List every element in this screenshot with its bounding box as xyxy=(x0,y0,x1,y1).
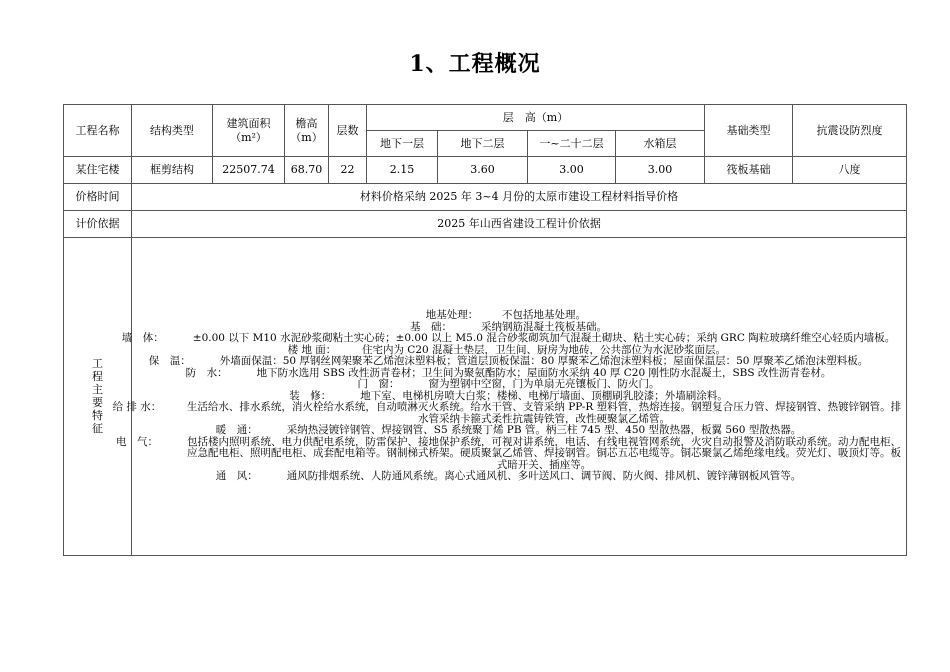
page-title: 1、工程概况 xyxy=(409,51,541,77)
feature-line-text: ±0.00 以下 M10 水泥砂浆砌粘土实心砖；±0.00 以上 M5.0 混合砂浆砌筑加气混凝土砌块、粘土实心砖；采纳 GRC 陶粒玻璃纤维空心轻质内墙板。 xyxy=(192,332,896,345)
feature-line-text: 采纳钢筋混凝土筏板基础。 xyxy=(481,320,607,333)
cell-foundation-type: 筏板基础 xyxy=(705,157,793,184)
feature-line-label: 给 排 水： xyxy=(112,401,162,414)
features-label: 工程主要特征 xyxy=(92,357,103,435)
feature-line-label: 门 窗： xyxy=(357,378,400,391)
cell-basement1: 2.15 xyxy=(367,157,438,184)
price-time-label: 价格时间 xyxy=(64,184,132,211)
feature-line-label: 装 修： xyxy=(289,389,332,402)
feature-line-label: 楼 地 面： xyxy=(287,343,337,356)
header-height-line1: 檐高 xyxy=(295,116,318,130)
feature-line-text: 通风防排烟系统、人防通风系统。离心式通风机、多叶送风口、调节阀、防火阀、排风机、镀锌薄钢板风管等。 xyxy=(286,470,802,483)
feature-line-text: 采纳热浸镀锌钢管、焊接钢管、S5 系统聚丁烯 PB 管。柄三柱 745 型、450 型散热器，板翼 560 型散热器。 xyxy=(286,424,802,437)
pricing-basis-label: 计价依据 xyxy=(64,211,132,238)
cell-seismic: 八度 xyxy=(793,157,907,184)
header-floors-1-22: 一~二十二层 xyxy=(528,131,616,157)
feature-line-label: 通 风： xyxy=(215,470,258,483)
feature-line-text: 包括楼内照明系统、电力供配电系统，防雷保护、接地保护系统，可视对讲系统，电话、有线电视管网系统，火灾自动报警及消防联动系统。动力配电柜、应急配电柜、照明配电柜、成套配电箱等。钢制梯式桥架。硬质聚氯乙烯管、焊接钢管。铜芯五芯电缆等。铜芯聚氯乙烯绝缘电线。荧光灯、吸顶灯等。板式暗开关、插座等。 xyxy=(187,435,901,471)
header-height xyxy=(285,105,329,157)
header-project-name: 工程名称 xyxy=(64,105,132,157)
cell-structure-type: 框剪结构 xyxy=(132,157,213,184)
project-overview-table xyxy=(63,104,907,556)
header-foundation-type: 基础类型 xyxy=(705,105,793,157)
pricing-basis-row xyxy=(64,211,907,238)
header-area-line2: （m²） xyxy=(230,130,267,144)
feature-line-label: 墙 体： xyxy=(121,332,164,345)
price-time-text: 材料价格采纳 2025 年 3~4 月份的太原市建设工程材料指导价格 xyxy=(132,184,907,211)
cell-basement2: 3.60 xyxy=(438,157,528,184)
feature-line-text: 生活给水、排水系统，消火栓给水系统，自动喷淋灭火系统。给水干管、支管采纳 PP-R 塑料管，热熔连接。钢塑复合压力管、焊接钢管、热镀锌钢管。排水管采纳卡箍式柔性抗震铸铁管，改性硬聚氯乙烯管。 xyxy=(186,401,902,425)
feature-line-label: 暖 通： xyxy=(215,424,258,437)
header-basement2: 地下二层 xyxy=(438,131,528,157)
price-time-row xyxy=(64,184,907,211)
feature-line-label: 电 气： xyxy=(116,435,158,448)
features-row xyxy=(64,238,907,556)
feature-line xyxy=(134,471,904,483)
cell-water-tank: 3.00 xyxy=(616,157,705,184)
header-structure-type: 结构类型 xyxy=(132,105,213,157)
cell-floors: 22 xyxy=(329,157,367,184)
feature-line-text: 不包括地基处理。 xyxy=(502,309,586,322)
features-label-cell xyxy=(64,238,132,556)
feature-line-text: 外墙面保温：50 厚钢丝网架聚苯乙烯泡沫塑料板；管道层顶板保温：80 厚聚苯乙烯泡沫塑料板；屋面保温层：50 厚聚苯乙烯泡沫塑料板。 xyxy=(219,355,869,368)
cell-project-name: 某住宅楼 xyxy=(64,157,132,184)
feature-line-label: 地基处理： xyxy=(425,309,479,322)
pricing-basis-text: 2025 年山西省建设工程计价依据 xyxy=(132,211,907,238)
feature-line xyxy=(112,401,904,425)
feature-line-text: 住宅内为 C20 混凝土垫层，卫生间、厨房为地砖，公共部位为水泥砂浆面层。 xyxy=(361,343,727,356)
table-row xyxy=(64,157,907,184)
header-area-line1: 建筑面积 xyxy=(226,116,271,130)
feature-line-label: 防 水： xyxy=(185,366,228,379)
cell-height: 68.70 xyxy=(285,157,329,184)
feature-line-label: 保 温： xyxy=(148,355,191,368)
header-basement1: 地下一层 xyxy=(367,131,438,157)
header-floor-height: 层 高（m） xyxy=(367,105,705,131)
feature-line-text: 地下防水选用 SBS 改性沥青卷材；卫生间为聚氨酯防水；屋面防水采纳 40 厚 C20 刚性防水混凝土，SBS 改性沥青卷材。 xyxy=(256,366,832,379)
feature-line-label: 基 础： xyxy=(410,320,452,333)
header-floors: 层数 xyxy=(329,105,367,157)
header-area xyxy=(213,105,285,157)
header-seismic: 抗震设防烈度 xyxy=(793,105,907,157)
feature-line-text: 窗为塑钢中空窗，门为单扇无亮镶板门、防火门。 xyxy=(428,378,660,391)
cell-floors-1-22: 3.00 xyxy=(528,157,616,184)
features-content xyxy=(112,238,907,556)
header-height-line2: （m） xyxy=(290,130,323,144)
cell-area: 22507.74 xyxy=(213,157,285,184)
header-water-tank: 水箱层 xyxy=(616,131,705,157)
feature-line-text: 地下室、电梯机房喷大白浆；楼梯、电梯厅墙面、顶棚刷乳胶漆；外墙刷涂料。 xyxy=(360,389,728,402)
feature-line xyxy=(116,435,904,472)
